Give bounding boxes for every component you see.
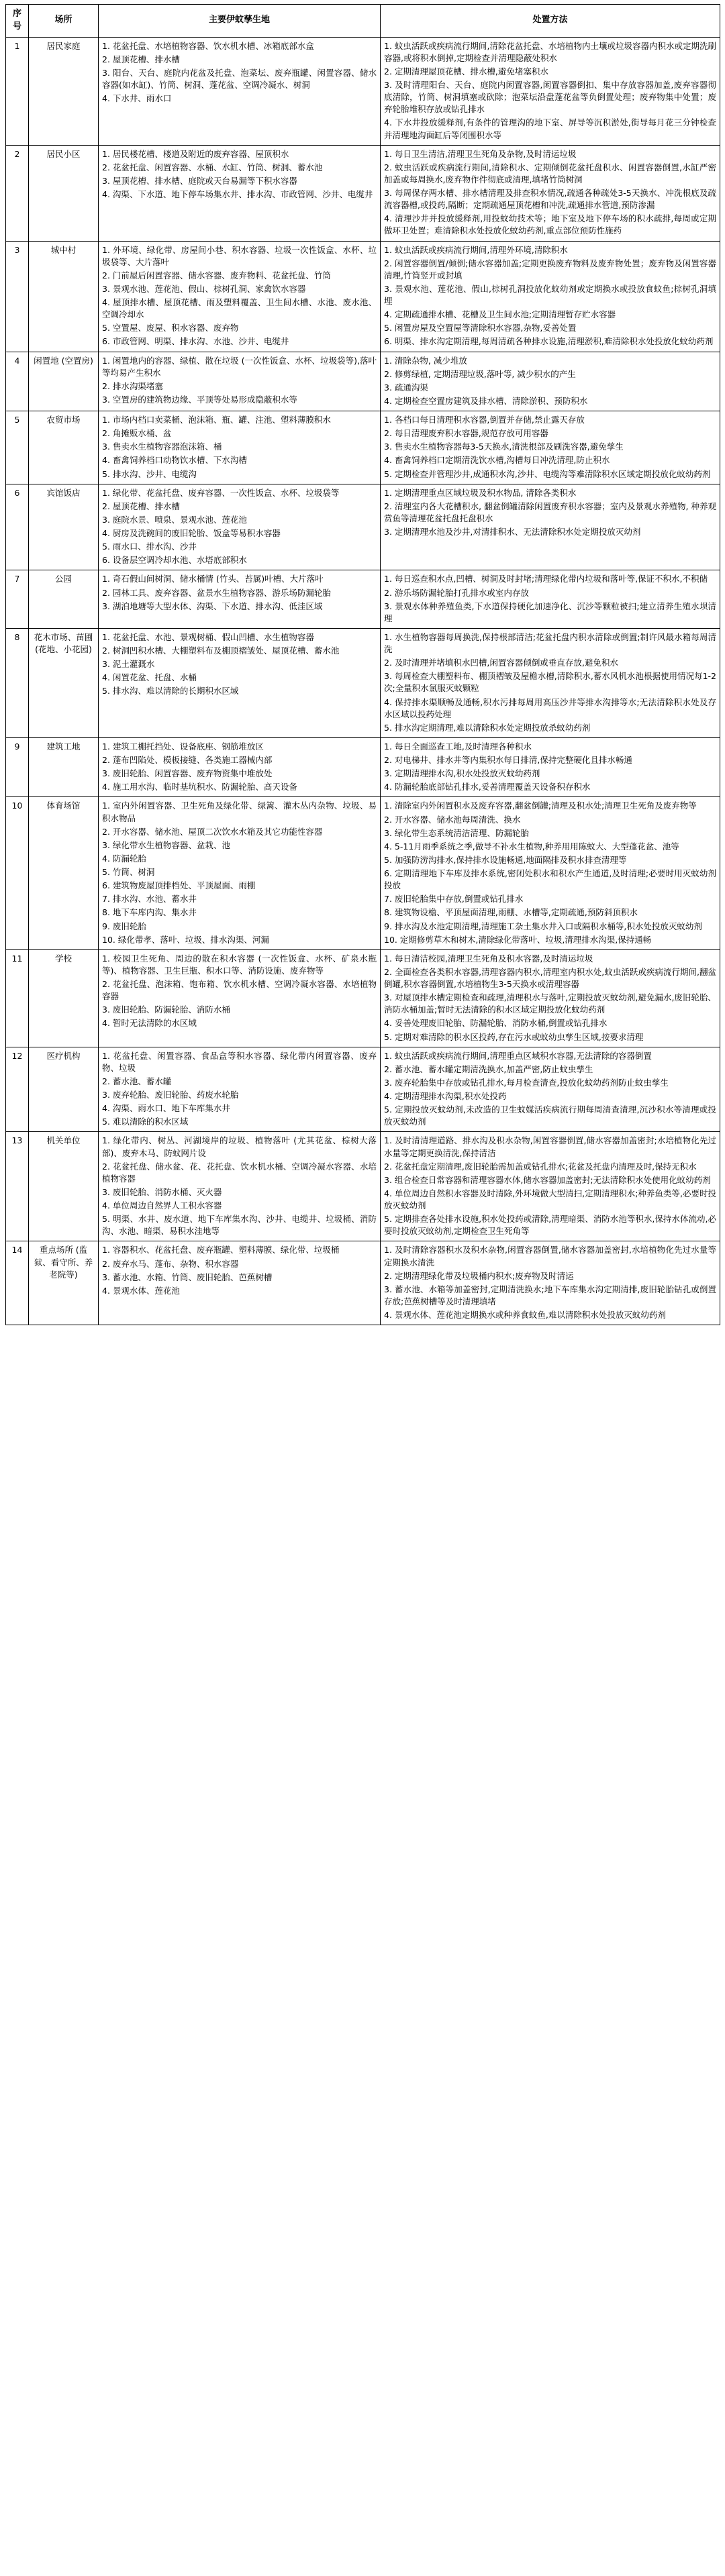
list-item: 3. 蓄水池、水箱等加盖密封,定期清洗换水;地下车库集水沟定期清排,废旧轮胎钻孔或倒置存放;芭蕉树槽等及时清理填堵 [384,1284,716,1306]
table-row [6,1047,720,1132]
row-methods [381,570,720,629]
list-item: 2. 角摊贩水桶、盆 [102,428,172,439]
row-methods [381,628,720,737]
list-item: 10. 定期修剪草木和树木,清除绿化带落叶、垃圾,清理排水沟渠,保持通畅 [384,934,652,945]
list-item: 4. 定期检查空置房建筑及排水槽、清除淤积、预防积水 [384,395,588,406]
list-item: 5. 竹筒、树洞 [102,867,155,878]
list-item: 2. 废弃水马、蓬布、杂物、积水容器 [102,1258,239,1269]
row-methods [381,737,720,797]
row-breeding-sites [99,241,381,352]
row-place: 农贸市场 [29,411,99,484]
list-item: 4. 妥善处理废旧轮胎、防漏轮胎、消防水桶,倒置或钻孔排水 [384,1018,608,1029]
row-number: 11 [6,949,29,1047]
row-breeding-sites [99,411,381,484]
row-methods [381,145,720,241]
list-item: 9. 废旧轮胎 [102,921,146,931]
list-item: 2. 全面检查各类积水容器,清理容器内积水,清理室内积水处,蚊虫活跃或疾病流行期间,翻盆倒罐,积水容器倒置,水培植物生3-5天换水或清理容器 [384,966,716,990]
list-item: 1. 绿化带内、树丛、河湖境岸的垃圾、植物落叶 (尤其花盆、棕树大落部)、废弃木马、防蚊网片设 [102,1135,377,1158]
list-item: 3. 庭院水景、喷泉、景观水池、莲花池 [102,514,247,525]
list-item: 1. 花盆托盘、水池、景观树桶、假山凹槽、水生植物容器 [102,631,314,642]
list-item: 1. 蚊虫活跃或疾病流行期间,清理重点区域积水容器,无法清除的容器倒置 [384,1050,652,1061]
list-item: 2. 蚊虫活跃或疾病流行期间,清除积水、定期倾倒花盆托盘积水、闲置容器倒置,水缸严密加盖或每周换水,废弃物作件彻底或清理,填堵竹筒树洞 [384,162,716,185]
row-place: 居民小区 [29,145,99,241]
list-item: 4. 防漏轮胎底部钻孔排水,妥善清理覆盖天设备积存积水 [384,782,591,792]
row-number: 1 [6,37,29,145]
row-number: 4 [6,352,29,411]
list-item: 4. 沟渠、雨水口、地下车库集水井 [102,1103,230,1114]
list-item: 2. 每日清理废弃积水容器,规范存放可用容器 [384,428,548,439]
list-item: 5. 排水沟、难以清除的长期积水区域 [102,686,239,697]
list-item: 2. 对电梯井、排水井等内集积水每日排清,保持完整硬化且排水畅通 [384,755,632,766]
row-methods [381,352,720,411]
list-item: 5. 加强防涝沟排水,保持排水设施畅通,地面隔排及积水排查清理等 [384,854,627,865]
list-item: 1. 及时清清理道路、排水沟及积水杂物,闲置容器倒置,储水容器加盖密封;水培植物化先过水量等定期更换清洗,保持清洁 [384,1135,716,1158]
header-row [6,5,720,38]
table-row [6,484,720,570]
list-item: 7. 排水沟、水池、蓄水井 [102,894,197,905]
method-list [384,414,716,480]
breeding-site-list [102,631,377,698]
list-item: 5. 雨水口、排水沟、沙井 [102,542,197,552]
header-no: 序号 [6,5,29,38]
list-item: 6. 明渠、排水沟定期清理,每周清疏各种排水设施,清理淤积,难清除积水处投放化蚊幼药剂 [384,336,714,347]
row-place: 宾馆饭店 [29,484,99,570]
method-list [384,487,716,539]
list-item: 6. 市政管网、明渠、排水沟、水池、沙井、电缆井 [102,336,289,347]
list-item: 1. 每日巡查积水点,凹槽、树洞及时封堵;清理绿化带内垃圾和落叶等,保证不积水,不积储 [384,574,708,584]
breeding-site-list [102,741,377,794]
list-item: 4. 景观水体、莲花池定期换水或种养食蚊鱼,难以清除积水处投放灭蚊幼药剂 [384,1310,666,1321]
list-item: 4. 单位周边自然积水容器及时清除,外环境做大型清扫,定期清理积水;种养鱼类等,必要时投放灭蚊幼剂 [384,1188,716,1211]
breeding-site-list [102,148,377,201]
list-item: 1. 各档口每日清理积水容器,倒置并存储,禁止露天存放 [384,415,585,425]
list-item: 1. 容器积水、花盆托盘、废弃瓶罐、塑料薄膜、绿化带、垃圾桶 [102,1245,340,1255]
method-list [384,800,716,945]
row-breeding-sites [99,1132,381,1241]
method-list [384,1244,716,1321]
method-list [384,953,716,1043]
list-item: 3. 对屋顶排水槽定期检查和疏理,清理积水与落叶,定期投放灭蚊幼剂,避免漏水,废旧轮胎、消防水桶加盖;暂时无法清除的积水区域定期投放化蚊幼药剂 [384,992,716,1015]
list-item: 3. 定期清理水池及沙井,对清排积水、无法清除积水处定期投放灭幼剂 [384,527,641,537]
list-item: 2. 开水容器、储水池每周清洗、换水 [384,814,521,825]
row-number: 9 [6,737,29,797]
row-methods [381,484,720,570]
list-item: 2. 树洞凹积水槽、大棚塑料布及棚顶褶皱处、屋顶花槽、蓄水池 [102,646,340,656]
breeding-site-list [102,40,377,105]
row-number: 2 [6,145,29,241]
list-item: 2. 排水沟渠堵塞 [102,380,163,391]
row-breeding-sites [99,797,381,949]
list-item: 4. 下水井、雨水口 [102,93,172,104]
list-item: 3. 定期清理排水沟,积水处投放灭蚊幼药剂 [384,768,540,779]
list-item: 1. 闲置地内的容器、绿植、散在垃圾 (一次性饭盒、水杯、垃圾袋等),落叶等均易产生积水 [102,355,377,378]
list-item: 1. 每日清洁校园,清理卫生死角及积水容器,及时清运垃圾 [384,953,593,964]
row-number: 5 [6,411,29,484]
method-list [384,741,716,794]
list-item: 1. 蚊虫活跃或疾病流行期间,清除花盆托盘、水培植物内土壤或垃圾容器内积水或定期洗刷容器,或将积水倒掉,定期检查并清理隐蔽处积水 [384,40,716,63]
list-item: 4. 单位周边自然界人工积水容器 [102,1200,222,1211]
list-item: 4. 暂时无法清除的水区域 [102,1018,197,1029]
breeding-site-list [102,953,377,1030]
row-methods [381,37,720,145]
breeding-site-list [102,1244,377,1297]
list-item: 2. 及时清理并堵填积水凹槽,闲置容器倾倒或垂直存放,避免积水 [384,658,618,668]
row-number: 8 [6,628,29,737]
list-item: 4. 定期疏通排水槽、花槽及卫生间水池;定期清理暂存贮水容器 [384,309,616,320]
list-item: 4. 畜禽饲养档口定期清洗饮水槽,沟槽每日冲洗清理,防止积水 [384,455,610,466]
row-place: 体育场馆 [29,797,99,949]
row-breeding-sites [99,37,381,145]
list-item: 5. 排水沟定期清理,难以清除积水处定期投放杀蚊幼药剂 [384,722,591,733]
breeding-site-list [102,244,377,348]
row-methods [381,411,720,484]
table-row [6,628,720,737]
row-place: 闲置地 (空置房) [29,352,99,411]
row-breeding-sites [99,737,381,797]
row-number: 3 [6,241,29,352]
list-item: 2. 屋顶花槽、排水槽 [102,501,180,511]
row-methods [381,241,720,352]
header-place: 场所 [29,5,99,38]
breeding-site-list [102,800,377,945]
list-item: 6. 定期清理地下车库及排水系统,密闭处积水和积水产生通道,及时清理;必要时用灭蚊幼剂投放 [384,868,716,891]
list-item: 3. 售卖水生植物容器泡沫箱、桶 [102,442,222,452]
list-item: 2. 清理室内各大花槽积水, 翻盆倒罐清除闲置废弃积水容器；室内及景观水养殖物, 种养观赏鱼等清理花盆托盘托盘积水 [384,501,716,523]
table-row [6,1241,720,1325]
method-list [384,1050,716,1129]
list-item: 1. 室内外闲置容器、卫生死角及绿化带、绿篱、灌木丛内杂物、垃圾、易积水物品 [102,801,377,823]
row-place: 建筑工地 [29,737,99,797]
list-item: 1. 外环境、绿化带、房屋间小巷、积水容器、垃圾一次性饭盒、水杯、垃圾袋等、大片落叶 [102,244,377,267]
list-item: 1. 清除室内外闲置积水及废弃容器,翻盆倒罐;清理及积水处;清理卫生死角及废弃物等 [384,801,697,811]
list-item: 1. 每日全面巡查工地,及时清理各种积水 [384,741,532,752]
list-item: 3. 废旧轮胎、防漏轮胎、消防水桶 [102,1004,230,1015]
row-number: 12 [6,1047,29,1132]
header-breeding-site: 主要伊蚊孳生地 [99,5,381,38]
row-methods [381,1047,720,1132]
list-item: 3. 废旧轮胎、闲置容器、废弃物资集中堆放处 [102,768,273,779]
list-item: 4. 景观水体、莲花池 [102,1285,180,1296]
list-item: 4. 沟渠、下水道、地下停车场集水井、排水沟、市政管网、沙井、电缆井 [102,189,373,200]
row-breeding-sites [99,628,381,737]
row-number: 10 [6,797,29,949]
list-item: 2. 花盆托盘定期清理,废旧轮胎需加盖或钻孔排水;花盆及托盘内清理及时,保持无积水 [384,1161,697,1172]
list-item: 5. 空置屋、废屋、积水容器、废弃物 [102,323,239,333]
list-item: 1. 奇石假山间树洞、储水桶情 (竹头、苔属)叶槽、大片落叶 [102,574,324,584]
list-item: 3. 废旧轮胎、消防水桶、灭火器 [102,1186,222,1197]
list-item: 1. 绿化带、花盆托盘、废弃容器、一次性饭盒、水杯、垃圾袋等 [102,487,340,498]
list-item: 3. 泥土灌溉水 [102,659,155,670]
row-breeding-sites [99,570,381,629]
list-item: 4. 清理沙井并投放缓释剂,用投蚊幼技术等；地下室及地下停车场的积水疏排,每周或定期做环卫处置；难清除积水处投放化蚊幼药剂,重点部位预防性施药 [384,213,716,236]
list-item: 2. 门前屋后闲置容器、储水容器、废弃物料、花盆托盘、竹筒 [102,270,331,280]
table-row [6,797,720,949]
list-item: 3. 售卖水生植物容器每3-5天换水,清洗根部及刷洗容器,避免孳生 [384,442,624,452]
breeding-site-list [102,573,377,612]
list-item: 2. 蓄水池、蓄水罐定期清洗换水,加盖严密,防止蚊虫孳生 [384,1064,593,1074]
list-item: 5. 难以清除的积水区域 [102,1117,189,1127]
table-row [6,737,720,797]
table-row [6,570,720,629]
row-number: 13 [6,1132,29,1241]
method-list [384,355,716,408]
list-item: 4. 下水井投放缓释剂,有条件的管理沟的地下室、屏导等沉积淤处,街导每月花三分钟检查并清理地沟面缸后等闭围积水等 [384,117,716,140]
row-breeding-sites [99,352,381,411]
list-item: 1. 及时清除容器积水及积水杂物,闲置容器倒置,储水容器加盖密封,水培植物化先过水量等定期换水清洗 [384,1245,716,1268]
list-item: 2. 游乐场防漏轮胎打孔排水或室内存放 [384,587,529,598]
row-place: 居民家庭 [29,37,99,145]
list-item: 1. 清除杂物, 减少堆放 [384,355,467,366]
row-place: 公园 [29,570,99,629]
list-item: 3. 每周检查大棚塑料布、棚顶褶皱及屋檐水槽,清除积水,蓄水风机水池根据使用情况每1-2次;全量积水氯服灭蚊颗粒 [384,671,716,694]
list-item: 5. 定期对难清除的积水区投药,存在污水或蚊幼虫孳生区域,按要求清理 [384,1031,644,1042]
list-item: 4. 厨房及洗碗间的废旧轮胎、饭盒等易积水容器 [102,528,281,539]
method-list [384,631,716,734]
list-item: 10. 绿化带孝、落叶、垃圾、排水沟渠、河漏 [102,934,269,945]
row-place: 机关单位 [29,1132,99,1241]
header-method: 处置方法 [381,5,720,38]
table-header [6,5,720,38]
list-item: 1. 每日卫生清洁,清理卫生死角及杂物,及时清运垃圾 [384,148,577,159]
row-methods [381,1241,720,1325]
list-item: 5. 定期排查各处排水设施,积水处投药或清除,清理暗渠、消防水池等积水,保持水体流动,必要时投放灭蚊幼剂,定期检查卫生死角等 [384,1214,716,1237]
list-item: 3. 景观水池、莲花池、假山、棕树孔洞、家禽饮水容器 [102,283,306,294]
list-item: 5. 闲置房屋及空置屋等清除积水容器,杂物,妥善处置 [384,323,577,333]
list-item: 7. 废旧轮胎集中存放,倒置或钻孔排水 [384,894,524,905]
list-item: 3. 每周保存两水槽、排水槽清理及排查积水情况,疏通各种疏处3-5天换水、冲洗根底及疏流容器槽,或投药,隔断；定期疏通屋顶花槽和冲洗,疏通排水管道,预防渗漏 [384,188,716,211]
list-item: 1. 花盆托盘、闲置容器、食品盒等积水容器、绿化带内闲置容器、废弃物、垃圾 [102,1050,377,1073]
list-item: 2. 闲置容器倒置/倾倒;储水容器加盖;定期更换废弃物料及废弃物处置；废弃物及闲置容器清理,竹筒竖开或封填 [384,258,716,280]
table-row [6,1132,720,1241]
list-item: 4. 施工用水沟、临时基坑积水、防漏轮胎、高天设备 [102,782,297,792]
breeding-site-list [102,1135,377,1237]
list-item: 2. 园林工具、废弃容器、盆景水生植物容器、游乐场防漏轮胎 [102,587,331,598]
row-breeding-sites [99,949,381,1047]
list-item: 1. 蚊虫活跃或疾病流行期间,清理外环境,清除积水 [384,244,568,255]
list-item: 2. 花盆托盘、储水盆、花、花托盘、饮水机水桶、空调冷凝水容器、水培植物容器 [102,1161,377,1184]
list-item: 2. 蓄水池、蓄水罐 [102,1076,172,1086]
list-item: 9. 排水沟及水池定期清理,清理施工杂土集水井入口或隔积水桶等,积水处投放灭蚊幼剂 [384,921,702,931]
breeding-site-list [102,1050,377,1129]
row-breeding-sites [99,145,381,241]
list-item: 1. 市场内档口卖菜桶、泡沫箱、瓶、罐、注池、塑料薄膜积水 [102,415,331,425]
list-item: 3. 废弃轮胎、废旧轮胎、药废水轮胎 [102,1090,239,1100]
list-item: 2. 屋顶花槽、排水槽 [102,54,180,64]
row-place: 城中村 [29,241,99,352]
method-list [384,573,716,625]
method-list [384,244,716,348]
list-item: 1. 定期清理重点区域垃圾及积水物品, 清除各类积水 [384,487,577,498]
list-item: 4. 屋顶排水槽、屋顶花槽、雨及塑料覆盖、卫生间水槽、水池、废水池、空调冷却水 [102,297,377,320]
table-row [6,411,720,484]
table-row [6,949,720,1047]
list-item: 3. 及时清理阳台、天台、庭院内闲置容器,闲置容器倒扣、集中存放容器加盖,废弃容器彻底清除，竹筒、树洞填塞或砍除；泡菜坛沿盘蓬花盆等负倒置处理；废弃物集中处置；废弃轮胎堆积存放或钻孔排水 [384,80,716,115]
list-item: 8. 建筑物设檐、平顶屋面清理,雨棚、水槽等,定期疏通,预防斜顶积水 [384,907,638,918]
breeding-site-control-table [5,4,720,1325]
list-item: 3. 景观水体种养殖鱼类,下水道保持硬化加速净化、沉沙等颗粒被扫;建立清养生殖水坝清理 [384,601,716,623]
table-row [6,37,720,145]
table-row [6,145,720,241]
list-item: 1. 花盆托盘、水培植物容器、饮水机水槽、冰箱底部水盒 [102,40,314,51]
list-item: 1. 校园卫生死角、周边的散在积水容器 (一次性饭盒、水杯、矿泉水瓶等)、植物容器、卫生巨瓶、积水口等、消防设施、废弃物等 [102,953,377,976]
list-item: 2. 蓬布凹陷处、模板接缝、各类施工器械内部 [102,755,273,766]
row-methods [381,797,720,949]
row-place: 花木市场、苗圃 (花地、小花园) [29,628,99,737]
row-breeding-sites [99,484,381,570]
breeding-site-list [102,487,377,567]
row-place: 学校 [29,949,99,1047]
table-body [6,37,720,1325]
list-item: 2. 花盆托盘、闲置容器、水桶、水缸、竹筒、树洞、蓄水池 [102,162,323,172]
row-methods [381,949,720,1047]
list-item: 6. 建筑物废屋顶排档处、平顶屋面、雨棚 [102,880,256,891]
method-list [384,40,716,142]
list-item: 3. 绿化带水生植物容器、盆栽、池 [102,839,230,850]
list-item: 5. 定期投放灭蚊幼剂,未改造的卫生蚊媒活疾病流行期每周清查清理,沉沙积水等清理或投放灭蚊幼剂 [384,1104,716,1127]
list-item: 8. 地下车库内沟、集水井 [102,907,197,918]
list-item: 4. 保持排水渠顺畅及通畅,积水污排每周用高压沙井等排水沟排等水;无法清除积水处及存水区域以投药处理 [384,697,716,719]
method-list [384,148,716,238]
list-item: 4. 定期清理排水沟渠,积水处投药 [384,1091,507,1102]
list-item: 5. 明渠、水井、废水道、地下车库集水沟、沙井、电缆井、垃圾桶、消防沟、水池、暗渠、易积水洼地等 [102,1214,377,1237]
list-item: 4. 畜禽饲养档口动物饮水槽、下水沟槽 [102,455,247,466]
list-item: 3. 组合检查日常容器和清理容器水体,储水容器加盖密封;无法清除积水处使用化蚊幼药剂 [384,1174,711,1185]
list-item: 3. 废弃轮胎集中存放或钻孔排水,每月检查清查,投放化蚊幼药剂防止蚊虫孳生 [384,1077,669,1088]
row-number: 6 [6,484,29,570]
list-item: 1. 水生植物容器每周换洗,保持根部清洁;花盆托盘内积水清除或倒置;制许风最水箱每周清洗 [384,631,716,655]
table-row [6,352,720,411]
list-item: 5. 排水沟、沙井、电缆沟 [102,468,197,479]
list-item: 3. 景观水池、莲花池、假山,棕树孔洞投放化蚊幼剂或定期换水或投放食蚊鱼;棕树孔洞填埋 [384,283,716,307]
list-item: 2. 定期清理屋顶花槽、排水槽,避免堵塞积水 [384,66,548,76]
breeding-site-list [102,355,377,407]
row-place: 重点场所 (监狱、看守所、养老院等) [29,1241,99,1325]
row-number: 14 [6,1241,29,1325]
list-item: 2. 花盆托盘、泡沫箱、饱布箱、饮水机水槽、空调冷凝水容器、水培植物容器 [102,979,377,1002]
row-number: 7 [6,570,29,629]
list-item: 4. 闲置花盆、托盘、水桶 [102,672,197,683]
list-item: 3. 空置房的建筑物边缘、平顶等处易形成隐蔽积水等 [102,394,297,405]
table-row [6,241,720,352]
list-item: 5. 定期检查并管理沙井,成通积水沟,沙井、电缆沟等难清除积水区域定期投放化蚊幼药剂 [384,468,711,479]
list-item: 4. 防漏轮胎 [102,853,146,864]
list-item: 4. 5-11月雨季系统之季,做导不补水生植物,种养用用陈蚊大、大型蓬花盆、池等 [384,841,679,852]
list-item: 3. 蓄水池、水箱、竹筒、废旧轮胎、芭蕉树槽 [102,1272,273,1282]
list-item: 2. 定期清理绿化带及垃圾桶内积水;废弃物及时清运 [384,1270,574,1281]
list-item: 3. 屋顶花槽、排水槽、庭院或天台易漏等下积水容器 [102,175,297,186]
row-methods [381,1132,720,1241]
breeding-site-list [102,414,377,480]
list-item: 3. 湖泊地塘等大型水体、沟渠、下水道、排水沟、低洼区域 [102,601,323,611]
list-item: 3. 疏通沟渠 [384,382,428,393]
row-breeding-sites [99,1047,381,1132]
row-place: 医疗机构 [29,1047,99,1132]
method-list [384,1135,716,1237]
list-item: 3. 阳台、天台、庭院内花盆及托盘、泡菜坛、废弃瓶罐、闲置容器、储水容器(如水缸)、竹筒、树洞、蓬花盆、空调冷凝水、树洞 [102,67,377,91]
list-item: 2. 修剪绿植, 定期清理垃圾,落叶等, 减少积水的产生 [384,368,576,379]
list-item: 2. 开水容器、储水池、屋顶二次饮水水箱及其它功能性容器 [102,826,323,837]
row-breeding-sites [99,1241,381,1325]
list-item: 1. 居民楼花槽、楼道及附近的废弃容器、屋顶积水 [102,148,289,159]
list-item: 1. 建筑工棚托挡处、设备底座、钢筋堆放区 [102,741,264,752]
list-item: 3. 绿化带生态系统清洁清理、防漏轮胎 [384,827,529,838]
list-item: 6. 设备层空调冷却水池、水塔底部积水 [102,555,247,566]
